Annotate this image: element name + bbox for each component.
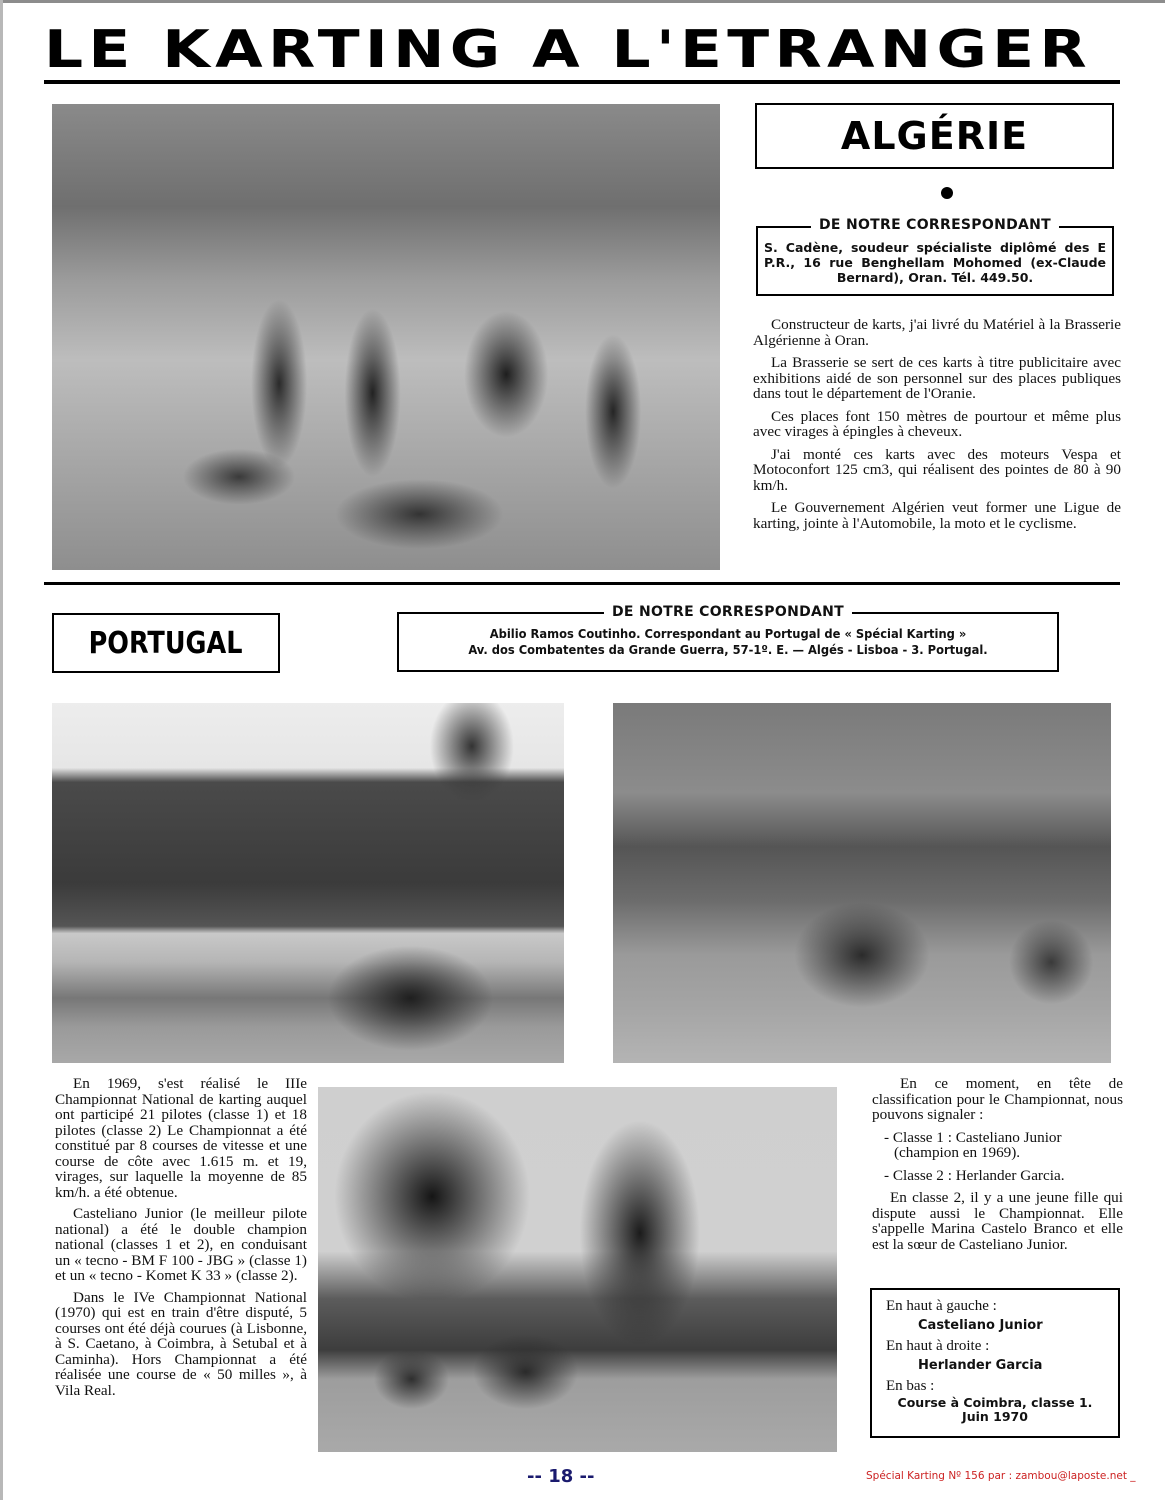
photo-alt bbox=[324, 1437, 528, 1448]
caption-label: En haut à droite : bbox=[886, 1338, 990, 1354]
correspondent-address: S. Cadène, soudeur spécialiste diplômé des E P.R., 16 rue Benghellam Mohomed (ex-Claude Bernard), Oran. Tél. 449.50. bbox=[764, 240, 1106, 285]
paragraph: J'ai monté ces karts avec des moteurs Vespa et Motoconfort 125 cm3, qui réalisent des pointes de 80 à 90 km/h. bbox=[753, 445, 1121, 494]
photo-coimbra-race bbox=[318, 1087, 837, 1452]
paragraph: Casteliano Junior (le meilleur pilote national) a été le double champion national (classes 1 et 2), en conduisant un « tecno - BM F 100 - JBG » (classe 1) et un « tecno - Komet K 33 » (classe 2). bbox=[55, 1205, 307, 1284]
page-number: -- 18 -- bbox=[527, 1466, 595, 1487]
paragraph: En ce moment, en tête de classification pour le Championnat, nous pouvons signaler : bbox=[872, 1075, 1123, 1123]
caption-name: Herlander Garcia bbox=[918, 1358, 1043, 1373]
paragraph: Dans le IVe Championnat National (1970) qui est en train d'être disputé, 5 courses ont été déjà courues (à Lisbonne, à S. Caetano, à Coimbra, à Setubal et à Caminha). Hors Championnat a été réalisée une course de « 50 milles », à Vila Real. bbox=[55, 1288, 307, 1399]
portugal-article-right bbox=[872, 1076, 1123, 1259]
class-1-leader: - Classe 1 : Casteliano Junior bbox=[884, 1128, 1062, 1146]
algeria-article bbox=[753, 317, 1121, 538]
algeria-heading-box bbox=[755, 103, 1114, 169]
portugal-heading-box bbox=[52, 613, 280, 673]
paragraph: Ces places font 150 mètres de pourtour et même plus avec virages à épingles à cheveux. bbox=[753, 407, 1121, 440]
photo-captions-box bbox=[870, 1288, 1120, 1438]
correspondent-label: DE NOTRE CORRESPONDANT bbox=[604, 604, 852, 620]
portugal-heading: PORTUGAL bbox=[89, 625, 243, 661]
portugal-correspondent-box bbox=[397, 604, 1059, 672]
photo-casteliano-junior bbox=[52, 703, 564, 1063]
page-frame-left bbox=[0, 0, 3, 1500]
correspondent-line-1: Abilio Ramos Coutinho. Correspondant au Portugal de « Spécial Karting » bbox=[489, 626, 967, 641]
class-1-note: (champion en 1969). bbox=[894, 1144, 1021, 1161]
photo-alt bbox=[619, 1048, 805, 1059]
paragraph: Constructeur de karts, j'ai livré du Matériel à la Brasserie Algérienne à Oran. bbox=[753, 316, 1121, 349]
bullet-dot-icon bbox=[941, 187, 953, 199]
correspondent-address bbox=[425, 626, 1030, 658]
caption-label: En bas : bbox=[886, 1378, 935, 1394]
page-frame-top bbox=[0, 0, 1165, 3]
caption-date: Juin 1970 bbox=[962, 1409, 1028, 1424]
algeria-photo bbox=[52, 104, 720, 570]
photo-alt bbox=[58, 1048, 332, 1059]
section-divider bbox=[44, 582, 1120, 585]
footer-credit: Spécial Karting Nº 156 par : zambou@laposte.net _ bbox=[866, 1470, 1136, 1482]
algeria-correspondent-box bbox=[756, 217, 1114, 296]
portugal-article-left bbox=[55, 1076, 307, 1404]
caption-name: Casteliano Junior bbox=[918, 1318, 1043, 1333]
photo-herlander-garcia bbox=[613, 703, 1111, 1063]
correspondent-label: DE NOTRE CORRESPONDANT bbox=[811, 217, 1059, 233]
class-2-leader: - Classe 2 : Herlander Garcia. bbox=[884, 1166, 1065, 1184]
caption-label: En haut à gauche : bbox=[886, 1298, 997, 1314]
paragraph: En classe 2, il y a une jeune fille qui dispute aussi le Championnat. Elle s'appelle Marina Castelo Branco et elle est la sœur de Casteliano Junior. bbox=[872, 1189, 1123, 1253]
correspondent-line-2: Av. dos Combatentes da Grande Guerra, 57-1º. E. — Algés - Lisboa - 3. Portugal. bbox=[468, 642, 988, 657]
classification-item bbox=[872, 1130, 1123, 1161]
paragraph: Le Gouvernement Algérien veut former une Ligue de karting, jointe à l'Automobile, la moto et le cyclisme. bbox=[753, 499, 1121, 532]
page-title: LE KARTING A L'ETRANGER bbox=[44, 20, 1092, 80]
paragraph: En 1969, s'est réalisé le IIIe Championnat National de karting auquel ont participé 21 pilotes (classe 1) et 18 pilotes (classe 2) Le Championnat a été constitué par 8 courses de vitesse et une course de côte avec 1.615 m. et 19, virages, sur laquelle la moyenne de 85 km/h. a été obtenue. bbox=[55, 1075, 307, 1201]
paragraph: La Brasserie se sert de ces karts à titre publicitaire avec exhibitions aidé de son personnel sur des places publiques dans tout le département de l'Oranie. bbox=[753, 354, 1121, 402]
caption-course: Course à Coimbra, classe 1. bbox=[897, 1395, 1093, 1410]
title-rule bbox=[44, 80, 1120, 84]
algeria-heading: ALGÉRIE bbox=[840, 114, 1029, 158]
algeria-photo-alt bbox=[58, 555, 261, 566]
